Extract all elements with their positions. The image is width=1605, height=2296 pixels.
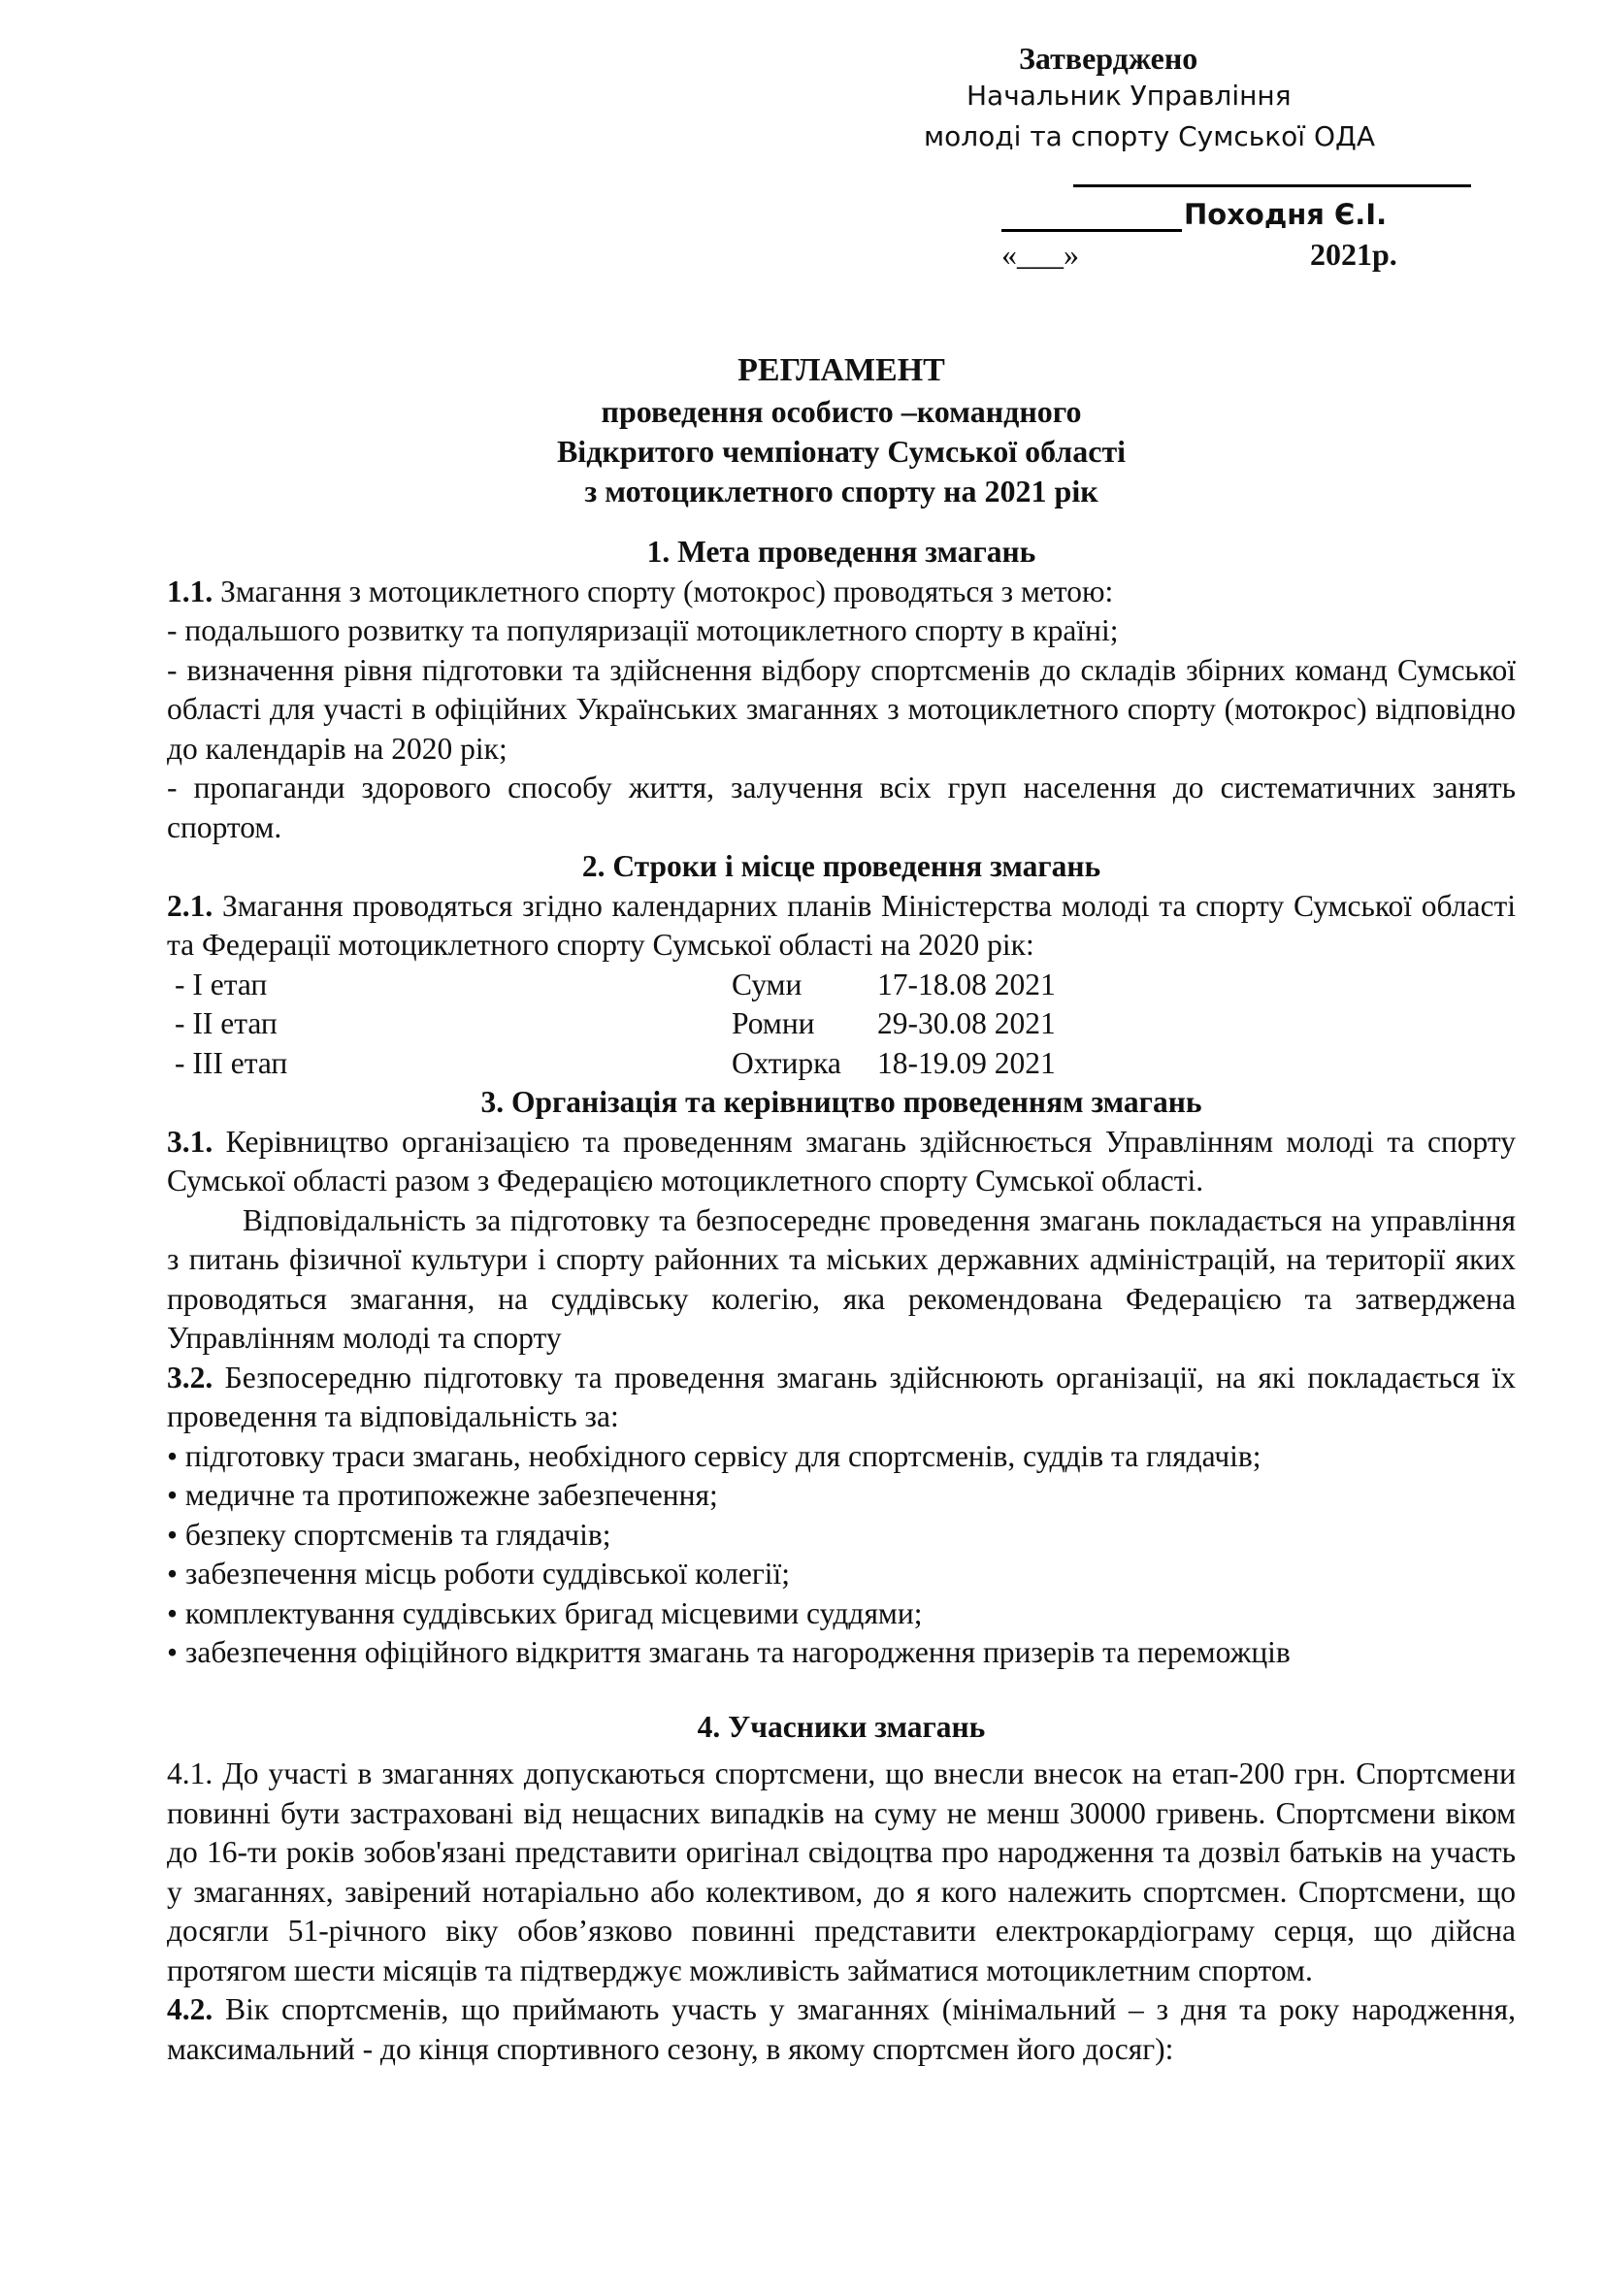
schedule-city: Ромни xyxy=(732,1006,815,1040)
goal-item: - визначення рівня підготовки та здійснення відбору спортсменів до складів збірних команд Сумської області для участі в офіційних Українських змаганнях з мотоциклетного спорту (мотокрос) відповідно до календарів на 2020 рік; xyxy=(167,652,1516,766)
schedule-stage: - ІІ етап xyxy=(175,1006,278,1040)
paragraph-text: Вік спортсменів, що приймають участь у змаганнях (мінімальний – з дня та року народження, максимальний - до кінця спортивного сезону, в якому спортсмен його досяг): xyxy=(167,1992,1516,2066)
paragraph-text: Змагання з мотоциклетного спорту (мотокрос) проводяться з метою: xyxy=(213,574,1114,608)
paragraph-1-1 xyxy=(167,573,1516,612)
approval-title: Затверджено xyxy=(1019,41,1198,76)
document-subtitle-line2: Відкритого чемпіонату Сумської області xyxy=(556,434,1127,469)
paragraph-text: Безпосередню підготовку та проведення змагань здійснюють організації, на які покладається їх проведення та відповідальність за: xyxy=(167,1360,1516,1433)
paragraph-number: 2.1. xyxy=(167,888,213,923)
approval-date-year: 2021р. xyxy=(1310,237,1397,272)
schedule-stage: - ІІІ етап xyxy=(175,1045,288,1080)
paragraph-2-1 xyxy=(167,887,1516,966)
document-subtitle-line3: з мотоциклетного спорту на 2021 рік xyxy=(584,474,1098,508)
schedule-dates: 29-30.08 2021 xyxy=(877,1006,1056,1040)
approval-date-day: «___» xyxy=(1001,237,1079,272)
responsibility-item: • комплектування суддівських бригад місцевими суддями; xyxy=(167,1595,923,1630)
signature-line xyxy=(1001,229,1182,232)
responsibility-item: • медичне та протипожежне забезпечення; xyxy=(167,1478,718,1512)
schedule-row xyxy=(167,1004,1516,1044)
section-1-heading: 1. Мета проведення змагань xyxy=(646,535,1036,569)
signatory-name: Походня Є.І. xyxy=(1184,198,1388,231)
responsibility-item: • безпеку спортсменів та глядачів; xyxy=(167,1517,611,1552)
schedule-row xyxy=(167,966,1516,1005)
document-title: РЕГЛАМЕНТ xyxy=(737,352,945,388)
document-body xyxy=(167,349,1516,2069)
schedule-city: Суми xyxy=(732,967,802,1001)
schedule-dates: 18-19.09 2021 xyxy=(877,1045,1056,1080)
paragraph-number: 3.1. xyxy=(167,1124,213,1159)
section-2-heading: 2. Строки і місце проведення змагань xyxy=(581,849,1101,883)
paragraph-4-2 xyxy=(167,1990,1516,2069)
approval-position-line2: молоді та спорту Сумської ОДА xyxy=(924,120,1376,152)
document-subtitle-line1: проведення особисто –командного xyxy=(601,394,1082,429)
schedule-city: Охтирка xyxy=(732,1045,841,1080)
responsibility-item: • забезпечення офіційного відкриття змагань та нагородження призерів та переможців xyxy=(167,1635,1291,1669)
paragraph-number: 4.2. xyxy=(167,1992,213,2026)
paragraph-4-1: 4.1. До участі в змаганнях допускаються спортсмени, що внесли внесок на етап-200 грн. Спортсмени повинні бути застраховані від нещасних випадків на суму не менш 30000 гривень. Спортсмени віком до 16-ти років зобов'язані представити оригінал свідоцтва про народження та дозвіл батьків на участь у змаганнях, завірений нотаріально або колективом, до я кого належить спортсмен. Спортсмени, що досягли 51-річного віку обов’язково повинні представити електрокардіограму серця, що дійсна протягом шести місяців та підтверджує можливість займатися мотоциклетним спортом. xyxy=(167,1756,1516,1987)
schedule-dates: 17-18.08 2021 xyxy=(877,967,1056,1001)
section-4-heading: 4. Учасники змагань xyxy=(697,1709,986,1744)
paragraph-text: Керівництво організацією та проведенням змагань здійснюється Управлінням молоді та спорту Сумської області разом з Федерацією мотоциклетного спорту Сумської області. xyxy=(167,1124,1516,1197)
paragraph-3-1 xyxy=(167,1123,1516,1201)
responsibility-item: • підготовку траси змагань, необхідного сервісу для спортсменів, суддів та глядачів; xyxy=(167,1438,1261,1473)
schedule-row xyxy=(167,1044,1516,1084)
responsibility-item: • забезпечення місць роботи суддівської колегії; xyxy=(167,1557,790,1591)
paragraph-number: 3.2. xyxy=(167,1360,213,1394)
paragraph-number: 1.1. xyxy=(167,574,213,608)
goal-item: - подальшого розвитку та популяризації мотоциклетного спорту в країні; xyxy=(167,613,1119,647)
paragraph-text: Змагання проводяться згідно календарних планів Міністерства молоді та спорту Сумської області та Федерації мотоциклетного спорту Сумської області на 2020 рік: xyxy=(167,888,1516,962)
paragraph-3-2 xyxy=(167,1359,1516,1437)
paragraph-3-1-responsibility: Відповідальність за підготовку та безпосереднє проведення змагань покладається на управління з питань фізичної культури і спорту районних та міських державних адміністрацій, на території яких проводяться змагання, на суддівську колегію, яка рекомендована Федерацією та затверджена Управлінням молоді та спорту xyxy=(167,1202,1516,1355)
section-3-heading: 3. Організація та керівництво проведенням змагань xyxy=(480,1085,1202,1119)
approval-position-line1: Начальник Управління xyxy=(966,80,1292,112)
goal-item: - пропаганди здорового способу життя, залучення всіх груп населення до систематичних занять спортом. xyxy=(167,771,1516,844)
schedule-stage: - І етап xyxy=(175,967,268,1001)
signature-line-top xyxy=(1073,184,1471,187)
